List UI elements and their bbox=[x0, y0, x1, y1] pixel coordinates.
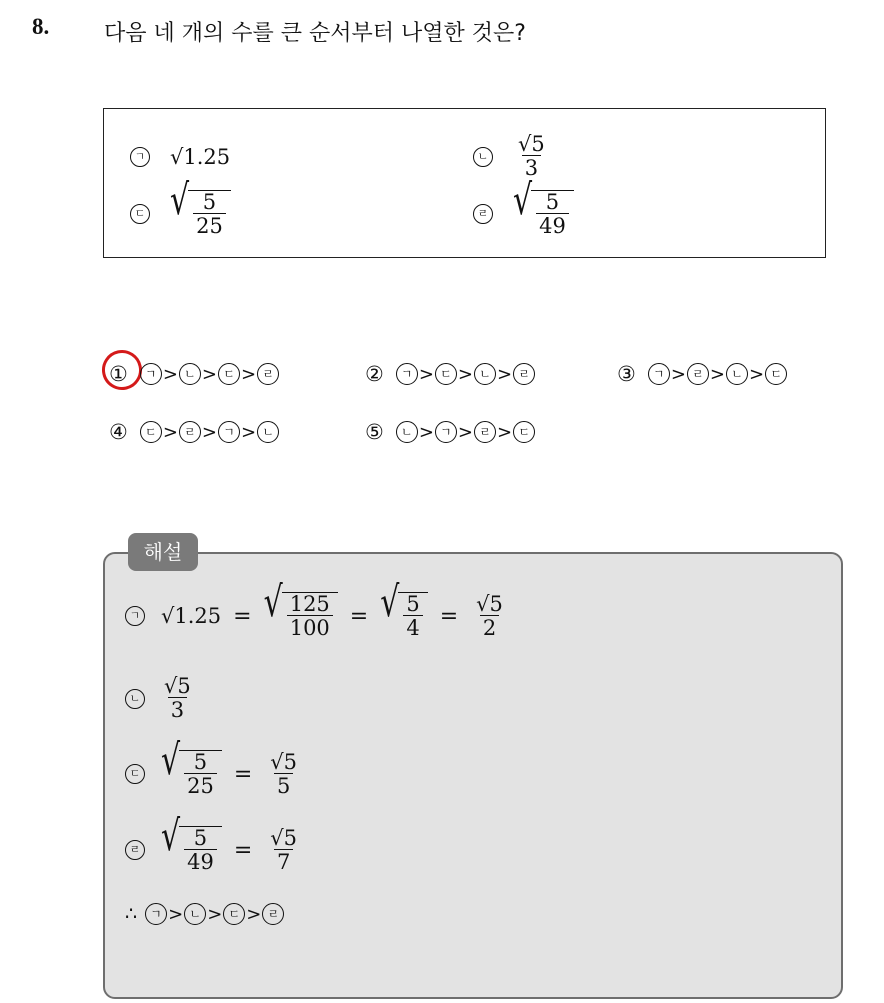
solution-line-c bbox=[125, 736, 303, 799]
item-d-radical bbox=[513, 176, 574, 239]
choice-1[interactable] bbox=[109, 362, 279, 386]
choice-label-1: ㄱ bbox=[396, 363, 418, 385]
choice-label-1: ㄱ bbox=[140, 363, 162, 385]
greater-than-sign: > bbox=[246, 903, 262, 925]
sol-a-d-num: √5 bbox=[476, 591, 503, 616]
greater-than-sign: > bbox=[201, 421, 218, 443]
therefore-symbol: ∴ bbox=[125, 903, 138, 925]
solution-line-b bbox=[125, 675, 197, 722]
sol-c-radical bbox=[161, 736, 222, 799]
conclusion-label-2: ㄴ bbox=[184, 903, 206, 925]
sol-a-result bbox=[473, 593, 506, 640]
sol-d-a-den: 49 bbox=[184, 849, 217, 874]
greater-than-sign: > bbox=[162, 421, 178, 443]
radical-sign: √ bbox=[380, 578, 400, 628]
greater-than-sign: > bbox=[168, 903, 184, 925]
greater-than-sign: > bbox=[201, 363, 218, 385]
sol-d-result bbox=[267, 827, 300, 874]
choice-label-2: ㄹ bbox=[687, 363, 709, 385]
greater-than-sign: > bbox=[162, 363, 178, 385]
choice-label-2: ㄴ bbox=[179, 363, 201, 385]
sol-a-c-den: 4 bbox=[403, 615, 422, 640]
sol-b-num: √5 bbox=[164, 674, 191, 698]
choice-order bbox=[140, 363, 279, 385]
solution-line-a bbox=[125, 578, 509, 641]
sol-d-a-num: 5 bbox=[193, 826, 208, 850]
item-c-fraction bbox=[193, 191, 226, 238]
greater-than-sign: > bbox=[418, 421, 434, 443]
choice-number: ④ bbox=[109, 420, 128, 444]
sol-a-b-num: 125 bbox=[289, 592, 330, 616]
choice-order bbox=[396, 363, 535, 385]
choice-label-4: ㄴ bbox=[257, 421, 279, 443]
sol-c-result bbox=[267, 751, 300, 798]
choice-3[interactable] bbox=[617, 362, 787, 386]
conclusion-order bbox=[145, 903, 284, 925]
label-circle-d: ㄹ bbox=[473, 204, 493, 224]
label-circle-c: ㄷ bbox=[130, 204, 150, 224]
choice-label-1: ㄱ bbox=[648, 363, 670, 385]
sol-b-den: 3 bbox=[168, 697, 187, 722]
item-a-expr bbox=[170, 145, 230, 169]
greater-than-sign: > bbox=[457, 363, 474, 385]
equals-sign: = bbox=[233, 603, 252, 629]
choice-label-1: ㄷ bbox=[140, 421, 162, 443]
sol-c-b-den: 5 bbox=[274, 773, 293, 798]
radical-sign: √ bbox=[161, 736, 181, 786]
choice-label-1: ㄴ bbox=[396, 421, 418, 443]
sol-a-b-den: 100 bbox=[287, 615, 333, 640]
sol-c-b-num: √5 bbox=[270, 749, 298, 774]
choice-number: ⑤ bbox=[365, 420, 384, 444]
greater-than-sign: > bbox=[241, 363, 257, 385]
solution-line-d bbox=[125, 812, 303, 875]
sol-a-expr: √1.25 bbox=[161, 604, 222, 629]
greater-than-sign: > bbox=[749, 363, 765, 385]
sol-a-radical-1 bbox=[263, 578, 338, 641]
question-number: 8. bbox=[32, 14, 50, 39]
equals-sign: = bbox=[233, 837, 253, 863]
item-c-radical bbox=[170, 176, 231, 239]
greater-than-sign: > bbox=[670, 363, 686, 385]
solution-tag: 해설 bbox=[128, 533, 198, 571]
label-circle-a: ㄱ bbox=[125, 606, 145, 626]
label-circle-a: ㄱ bbox=[130, 147, 150, 167]
choice-label-2: ㄱ bbox=[435, 421, 457, 443]
sol-d-b-den: 7 bbox=[274, 849, 293, 874]
label-circle-d: ㄹ bbox=[125, 840, 145, 860]
item-c-denominator: 25 bbox=[193, 213, 226, 238]
radical-sign: √ bbox=[513, 176, 533, 226]
choice-number: ① bbox=[109, 362, 128, 386]
item-d bbox=[473, 176, 574, 239]
sol-b-fraction bbox=[161, 675, 194, 722]
item-c bbox=[130, 176, 231, 239]
item-a-value: √1.25 bbox=[170, 145, 231, 169]
item-b-denominator: 3 bbox=[522, 155, 541, 180]
sol-a-radical-2 bbox=[380, 578, 428, 641]
greater-than-sign: > bbox=[241, 421, 257, 443]
choice-label-4: ㄷ bbox=[513, 421, 535, 443]
choice-label-3: ㄱ bbox=[218, 421, 240, 443]
choice-label-2: ㄷ bbox=[435, 363, 457, 385]
choice-number: ③ bbox=[617, 362, 636, 386]
greater-than-sign: > bbox=[497, 363, 513, 385]
choice-number: ② bbox=[365, 362, 384, 386]
item-b bbox=[473, 133, 551, 180]
sol-a-c-num: 5 bbox=[406, 592, 420, 616]
greater-than-sign: > bbox=[709, 363, 726, 385]
choice-label-4: ㄹ bbox=[257, 363, 279, 385]
radical-sign: √ bbox=[263, 578, 283, 628]
item-b-numerator: √5 bbox=[518, 132, 545, 156]
choice-label-3: ㄴ bbox=[726, 363, 748, 385]
choice-label-3: ㄴ bbox=[474, 363, 496, 385]
item-d-numerator: 5 bbox=[545, 190, 560, 214]
sol-c-a-num: 5 bbox=[193, 750, 208, 774]
conclusion-label-3: ㄷ bbox=[223, 903, 245, 925]
greater-than-sign: > bbox=[418, 363, 434, 385]
sol-d-b-num: √5 bbox=[270, 825, 298, 850]
choice-label-4: ㄷ bbox=[765, 363, 787, 385]
label-circle-c: ㄷ bbox=[125, 764, 145, 784]
question-text: 다음 네 개의 수를 큰 순서부터 나열한 것은? bbox=[104, 21, 526, 46]
choice-order bbox=[648, 363, 787, 385]
greater-than-sign: > bbox=[497, 421, 513, 443]
label-circle-b: ㄴ bbox=[125, 689, 145, 709]
choice-label-4: ㄹ bbox=[513, 363, 535, 385]
item-b-fraction bbox=[515, 133, 548, 180]
choice-4[interactable] bbox=[109, 420, 279, 444]
choice-order bbox=[140, 421, 279, 443]
equals-sign: = bbox=[349, 603, 369, 629]
radical-sign: √ bbox=[170, 176, 190, 226]
conclusion-label-4: ㄹ bbox=[262, 903, 284, 925]
sol-a-d-den: 2 bbox=[480, 615, 499, 640]
greater-than-sign: > bbox=[457, 421, 474, 443]
radical-sign: √ bbox=[161, 812, 181, 862]
sol-d-radical bbox=[161, 812, 222, 875]
equals-sign: = bbox=[439, 603, 459, 629]
solution-conclusion bbox=[125, 903, 284, 925]
choice-2[interactable] bbox=[365, 362, 535, 386]
item-c-numerator: 5 bbox=[202, 190, 217, 214]
item-d-denominator: 49 bbox=[536, 213, 569, 238]
label-circle-b: ㄴ bbox=[473, 147, 493, 167]
choice-label-3: ㄷ bbox=[218, 363, 240, 385]
choice-label-3: ㄹ bbox=[474, 421, 496, 443]
item-d-fraction bbox=[536, 191, 569, 238]
greater-than-sign: > bbox=[207, 903, 223, 925]
equals-sign: = bbox=[233, 761, 253, 787]
choice-5[interactable] bbox=[365, 420, 535, 444]
choice-label-2: ㄹ bbox=[179, 421, 201, 443]
conclusion-label-1: ㄱ bbox=[145, 903, 167, 925]
choice-order bbox=[396, 421, 535, 443]
sol-c-a-den: 25 bbox=[184, 773, 217, 798]
item-a bbox=[130, 145, 230, 169]
